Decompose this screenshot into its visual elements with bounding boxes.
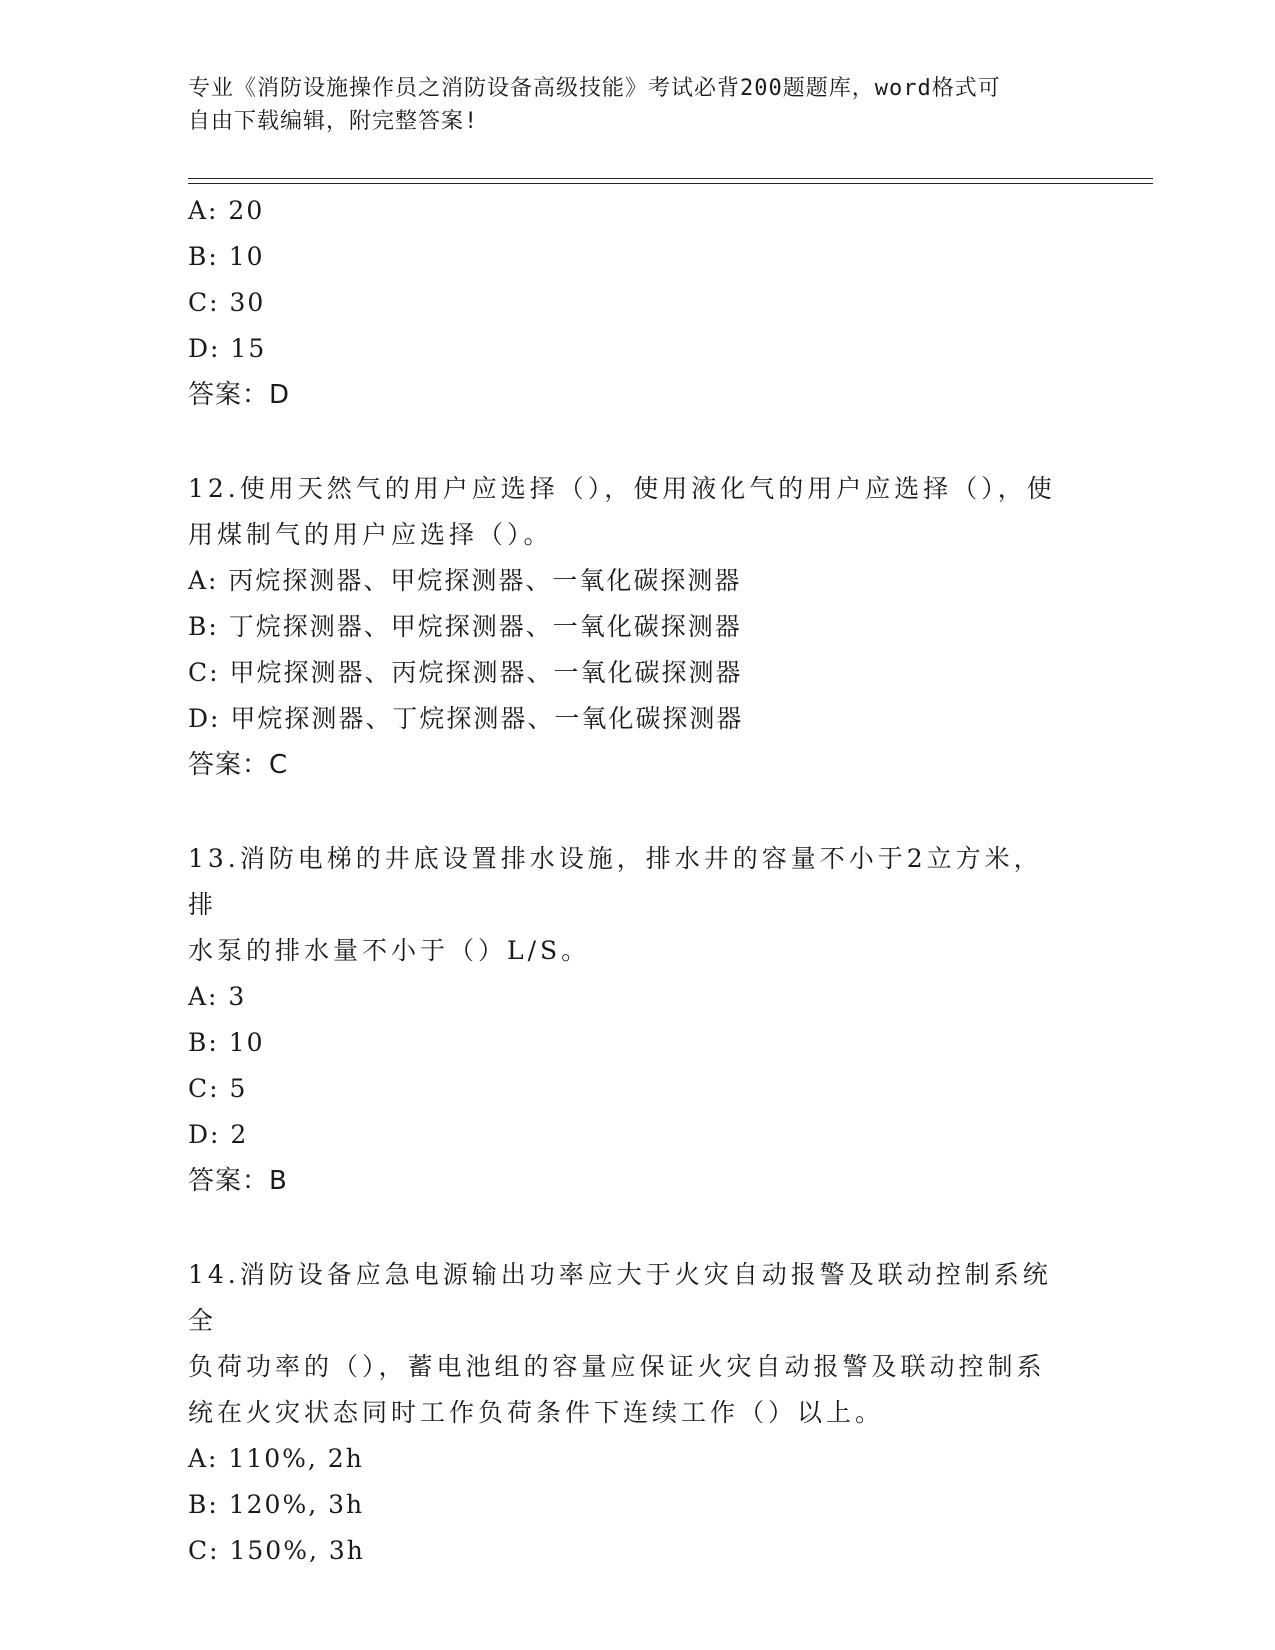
question-line: 14.消防设备应急电源输出功率应大于火灾自动报警及联动控制系统全 <box>188 1260 1052 1335</box>
question-13 <box>188 836 1068 1204</box>
question-line: 用煤制气的用户应选择（）。 <box>188 520 553 549</box>
header-line-1: 专业《消防设施操作员之消防设备高级技能》考试必背200题题库，word格式可 <box>188 76 1001 101</box>
question-text <box>188 466 1068 558</box>
option-a: A: 110%, 2h <box>188 1444 364 1473</box>
document-header <box>188 72 1068 138</box>
option-d: D: 15 <box>188 334 267 363</box>
option-a: A: 20 <box>188 196 265 225</box>
question-12 <box>188 466 1068 788</box>
question-line: 统在火灾状态同时工作负荷条件下连续工作（）以上。 <box>188 1398 885 1427</box>
option-c: C: 甲烷探测器、丙烷探测器、一氧化碳探测器 <box>188 658 743 687</box>
spacer <box>188 418 1068 466</box>
question-11 <box>188 188 1068 418</box>
question-line: 12.使用天然气的用户应选择（），使用液化气的用户应选择（），使 <box>188 474 1056 503</box>
question-line: 负荷功率的（），蓄电池组的容量应保证火灾自动报警及联动控制系 <box>188 1352 1046 1381</box>
option-b: B: 10 <box>188 242 265 271</box>
option-b: B: 120%, 3h <box>188 1490 365 1519</box>
header-divider-top <box>188 178 1153 179</box>
question-line: 水泵的排水量不小于（）L/S。 <box>188 936 591 965</box>
answer-line: 答案：C <box>188 750 289 780</box>
option-c: C: 150%, 3h <box>188 1536 365 1565</box>
question-text <box>188 1252 1068 1436</box>
option-d: D: 2 <box>188 1120 249 1149</box>
option-c: C: 30 <box>188 288 266 317</box>
option-b: B: 丁烷探测器、甲烷探测器、一氧化碳探测器 <box>188 612 742 641</box>
question-text <box>188 836 1068 974</box>
header-divider-bottom <box>188 183 1153 184</box>
question-list <box>188 188 1068 1574</box>
option-c: C: 5 <box>188 1074 248 1103</box>
spacer <box>188 1204 1068 1252</box>
option-a: A: 3 <box>188 982 247 1011</box>
answer-line: 答案：B <box>188 1166 288 1196</box>
option-d: D: 甲烷探测器、丁烷探测器、一氧化碳探测器 <box>188 704 744 733</box>
spacer <box>188 788 1068 836</box>
option-b: B: 10 <box>188 1028 265 1057</box>
question-14 <box>188 1252 1068 1574</box>
question-line: 13.消防电梯的井底设置排水设施，排水井的容量不小于2立方米，排 <box>188 844 1043 919</box>
answer-line: 答案：D <box>188 380 291 410</box>
header-line-2: 自由下载编辑，附完整答案! <box>188 109 479 134</box>
option-a: A: 丙烷探测器、甲烷探测器、一氧化碳探测器 <box>188 566 742 595</box>
